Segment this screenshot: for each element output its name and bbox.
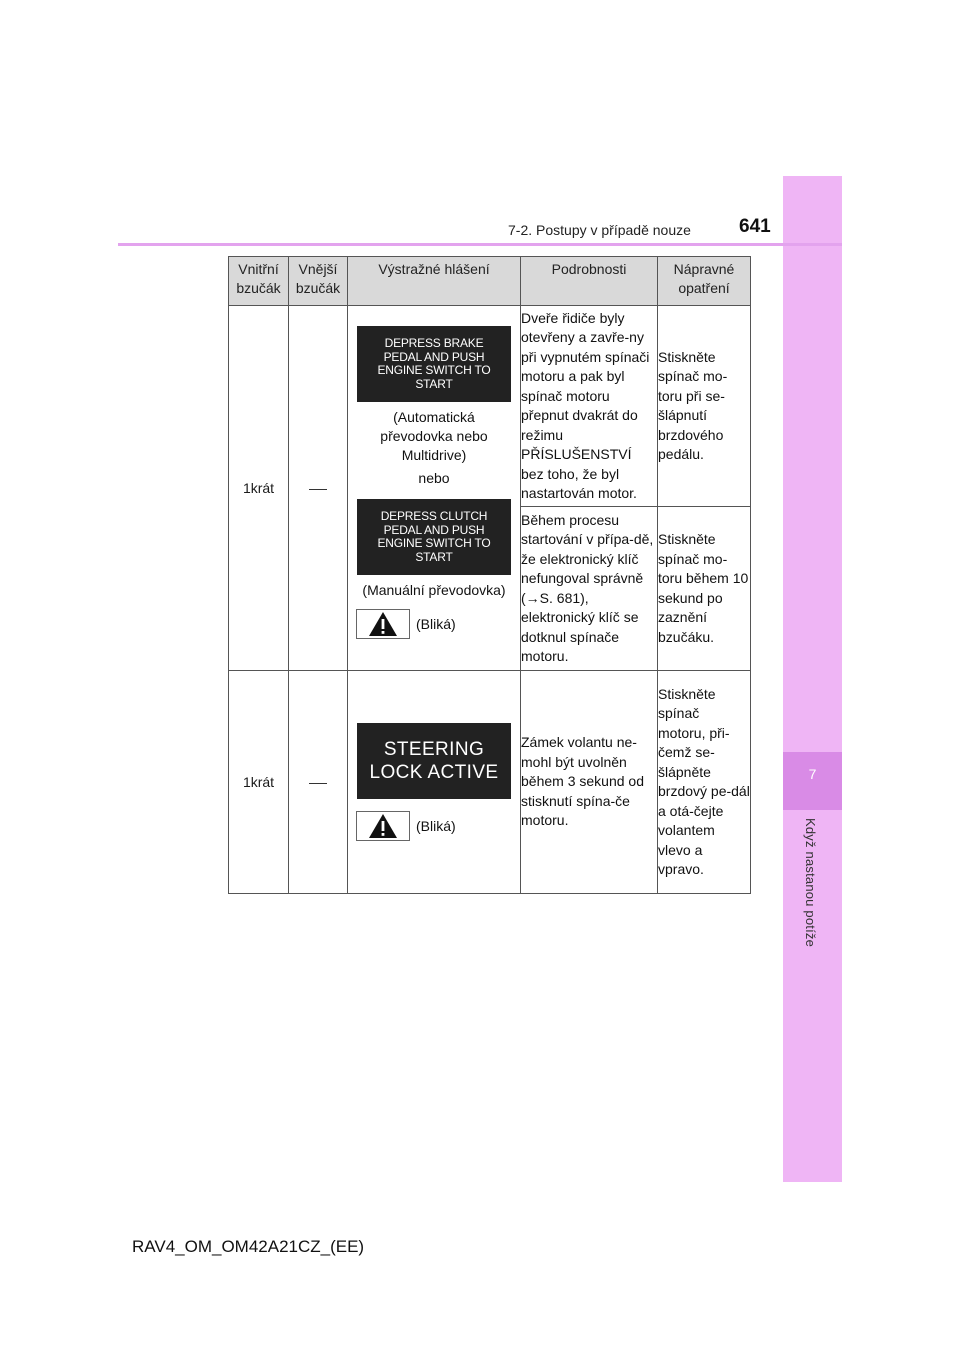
details-cell: Dveře řidiče byly otevřeny a zavře-ny při vypnutém spínači motoru a pak byl spínač motoru přepnut dvakrát do režimu PŘÍSLUŠENSTVÍ bez toho, že byl nastartován motor. [521, 306, 658, 507]
internal-buzzer-cell: 1krát [229, 306, 289, 671]
action-cell: Stiskněte spínač mo-toru během 10 sekund po zaznění bzučáku. [658, 507, 751, 671]
blinking-caption: (Bliká) [416, 818, 456, 834]
header-external-buzzer: Vnější bzučák [289, 257, 348, 306]
header-corrective-action: Nápravné opatření [658, 257, 751, 306]
details-cell: Během procesu startování v přípa-dě, že elektronický klíč nefungoval správně (→S. 681), elektronický klíč se dotknul spínače motoru. [521, 507, 658, 671]
brake-pedal-display: DEPRESS BRAKE PEDAL AND PUSH ENGINE SWITCH TO START [357, 326, 511, 402]
chapter-title: Když nastanou potíže [803, 818, 818, 948]
dash-mark [309, 489, 327, 490]
external-buzzer-cell [289, 306, 348, 671]
manual-transmission-caption: (Manuální převodovka) [362, 582, 506, 598]
document-code: RAV4_OM_OM42A21CZ_(EE) [132, 1237, 365, 1256]
header-divider [118, 243, 842, 246]
action-cell: Stiskněte spínač motoru, při-čemž se-šlápněte brzdový pe-dál a otá-čejte volantem vlevo a vpravo. [658, 671, 751, 894]
action-cell: Stiskněte spínač mo-toru při se-šlápnutí brzdového pedálu. [658, 306, 751, 507]
table-row [229, 671, 751, 894]
external-buzzer-cell [289, 671, 348, 894]
clutch-pedal-display: DEPRESS CLUTCH PEDAL AND PUSH ENGINE SWITCH TO START [357, 499, 511, 575]
header-internal-buzzer: Vnitřní bzučák [229, 257, 289, 306]
header-details: Podrobnosti [521, 257, 658, 306]
warning-triangle-icon [356, 609, 410, 639]
internal-buzzer-cell: 1krát [229, 671, 289, 894]
blinking-caption: (Bliká) [416, 616, 456, 632]
or-caption: nebo [418, 470, 450, 486]
automatic-transmission-caption: (Automatická převodovka nebo Multidrive) [380, 409, 488, 463]
steering-lock-display: STEERING LOCK ACTIVE [357, 723, 511, 799]
warning-triangle-icon [356, 811, 410, 841]
page-number: 641 [739, 216, 771, 237]
warning-message-cell [348, 671, 521, 894]
dash-mark [309, 783, 327, 784]
warning-table [228, 256, 751, 894]
header-warning-message: Výstražné hlášení [348, 257, 521, 306]
warning-message-cell [348, 306, 521, 671]
chapter-sidebar [783, 176, 842, 1182]
table-row [229, 306, 751, 507]
details-cell: Zámek volantu ne-mohl být uvolněn během 3 sekund od stisknutí spína-če motoru. [521, 671, 658, 894]
section-title: 7-2. Postupy v případě nouze [508, 222, 691, 238]
table-header-row [229, 257, 751, 306]
chapter-number: 7 [808, 766, 817, 782]
